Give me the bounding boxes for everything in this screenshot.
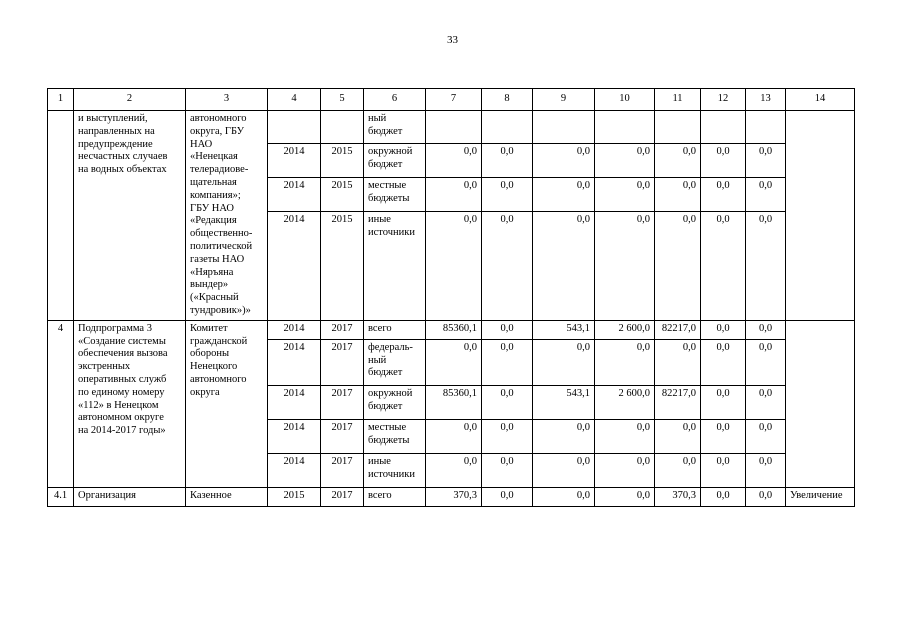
column-header: 6 [364, 89, 426, 111]
measure-name-cell: и выступлений, направленных на предупреждение несчастных случаев на водных объектах [74, 111, 186, 321]
table-row [48, 111, 855, 144]
value-cell: 0,0 [533, 453, 595, 487]
value-cell: 0,0 [595, 487, 655, 506]
funding-source-cell: иные источники [364, 453, 426, 487]
value-cell: 0,0 [655, 453, 701, 487]
table-row [48, 320, 855, 339]
budget-table [47, 88, 855, 507]
funding-source-cell: окружной бюджет [364, 385, 426, 419]
value-cell [533, 111, 595, 144]
column-header: 2 [74, 89, 186, 111]
start-year-cell: 2014 [268, 385, 321, 419]
value-cell: 0,0 [426, 144, 482, 178]
value-cell: 0,0 [746, 487, 786, 506]
column-header: 1 [48, 89, 74, 111]
value-cell: 85360,1 [426, 320, 482, 339]
value-cell: 0,0 [655, 212, 701, 320]
value-cell: 0,0 [426, 339, 482, 385]
value-cell: 0,0 [595, 453, 655, 487]
value-cell: 0,0 [595, 178, 655, 212]
value-cell: 0,0 [482, 453, 533, 487]
value-cell: 0,0 [746, 453, 786, 487]
start-year-cell: 2014 [268, 144, 321, 178]
value-cell: 0,0 [746, 385, 786, 419]
value-cell: 370,3 [655, 487, 701, 506]
value-cell: 2 600,0 [595, 320, 655, 339]
header-row [48, 89, 855, 111]
value-cell: 0,0 [746, 212, 786, 320]
end-year-cell: 2017 [321, 487, 364, 506]
value-cell: 82217,0 [655, 385, 701, 419]
value-cell: 0,0 [746, 419, 786, 453]
value-cell: 0,0 [533, 144, 595, 178]
end-year-cell: 2017 [321, 339, 364, 385]
value-cell: 543,1 [533, 385, 595, 419]
value-cell: 2 600,0 [595, 385, 655, 419]
value-cell: 0,0 [701, 320, 746, 339]
value-cell [655, 111, 701, 144]
column-header: 14 [786, 89, 855, 111]
value-cell: 0,0 [595, 339, 655, 385]
row-number-cell: 4 [48, 320, 74, 487]
column-header: 9 [533, 89, 595, 111]
funding-source-cell: местные бюджеты [364, 419, 426, 453]
value-cell: 0,0 [482, 339, 533, 385]
value-cell: 0,0 [655, 419, 701, 453]
value-cell: 0,0 [482, 419, 533, 453]
end-year-cell: 2017 [321, 453, 364, 487]
value-cell [426, 111, 482, 144]
column-header: 10 [595, 89, 655, 111]
start-year-cell [268, 111, 321, 144]
value-cell: 0,0 [533, 212, 595, 320]
value-cell: 0,0 [533, 339, 595, 385]
column-header: 5 [321, 89, 364, 111]
value-cell: 0,0 [655, 178, 701, 212]
column-header: 4 [268, 89, 321, 111]
value-cell: 543,1 [533, 320, 595, 339]
start-year-cell: 2014 [268, 339, 321, 385]
column-header: 12 [701, 89, 746, 111]
value-cell: 0,0 [746, 339, 786, 385]
funding-source-cell: окружной бюджет [364, 144, 426, 178]
value-cell: 0,0 [595, 419, 655, 453]
funding-source-cell: иные источники [364, 212, 426, 320]
value-cell [701, 111, 746, 144]
value-cell: 0,0 [701, 453, 746, 487]
end-year-cell: 2015 [321, 178, 364, 212]
result-cell: Увеличение [786, 487, 855, 506]
column-header: 11 [655, 89, 701, 111]
column-header: 3 [186, 89, 268, 111]
value-cell: 0,0 [655, 144, 701, 178]
result-cell [786, 111, 855, 321]
start-year-cell: 2014 [268, 178, 321, 212]
value-cell: 85360,1 [426, 385, 482, 419]
start-year-cell: 2014 [268, 453, 321, 487]
value-cell: 0,0 [533, 487, 595, 506]
value-cell: 0,0 [746, 144, 786, 178]
value-cell: 0,0 [701, 339, 746, 385]
value-cell: 0,0 [701, 385, 746, 419]
value-cell: 0,0 [701, 487, 746, 506]
value-cell: 0,0 [482, 212, 533, 320]
funding-source-cell: местные бюджеты [364, 178, 426, 212]
value-cell: 370,3 [426, 487, 482, 506]
funding-source-cell: всего [364, 487, 426, 506]
executor-cell: автономного округа, ГБУ НАО «Ненецкая телерадиове- щательная компания»; ГБУ НАО «Редакция общественно- политической газеты НАО «Няръяна вындер» («Красный тундровик»)» [186, 111, 268, 321]
column-header: 13 [746, 89, 786, 111]
end-year-cell: 2017 [321, 385, 364, 419]
start-year-cell: 2014 [268, 320, 321, 339]
value-cell: 0,0 [701, 178, 746, 212]
value-cell: 0,0 [595, 212, 655, 320]
end-year-cell: 2015 [321, 212, 364, 320]
funding-source-cell: всего [364, 320, 426, 339]
start-year-cell: 2015 [268, 487, 321, 506]
value-cell: 0,0 [482, 320, 533, 339]
row-number-cell [48, 111, 74, 321]
page-number: 33 [447, 34, 458, 46]
end-year-cell: 2017 [321, 419, 364, 453]
value-cell [746, 111, 786, 144]
value-cell: 0,0 [701, 144, 746, 178]
value-cell: 0,0 [482, 385, 533, 419]
value-cell: 0,0 [533, 178, 595, 212]
start-year-cell: 2014 [268, 419, 321, 453]
table-row [48, 487, 855, 506]
column-header: 7 [426, 89, 482, 111]
value-cell [595, 111, 655, 144]
end-year-cell [321, 111, 364, 144]
end-year-cell: 2015 [321, 144, 364, 178]
value-cell: 0,0 [482, 487, 533, 506]
measure-name-cell: Организация [74, 487, 186, 506]
start-year-cell: 2014 [268, 212, 321, 320]
value-cell: 0,0 [426, 178, 482, 212]
value-cell: 0,0 [655, 339, 701, 385]
value-cell: 0,0 [701, 212, 746, 320]
row-number-cell: 4.1 [48, 487, 74, 506]
funding-source-cell: ный бюджет [364, 111, 426, 144]
result-cell [786, 320, 855, 487]
value-cell: 0,0 [701, 419, 746, 453]
value-cell: 0,0 [746, 320, 786, 339]
value-cell [482, 111, 533, 144]
value-cell: 0,0 [426, 453, 482, 487]
value-cell: 0,0 [426, 419, 482, 453]
executor-cell: Комитет гражданской обороны Ненецкого автономного округа [186, 320, 268, 487]
measure-name-cell: Подпрограмма 3 «Создание системы обеспечения вызова экстренных оперативных служб по единому номеру «112» в Ненецком автономном округе на 2014-2017 годы» [74, 320, 186, 487]
value-cell: 0,0 [482, 144, 533, 178]
value-cell: 82217,0 [655, 320, 701, 339]
value-cell: 0,0 [595, 144, 655, 178]
executor-cell: Казенное [186, 487, 268, 506]
value-cell: 0,0 [426, 212, 482, 320]
value-cell: 0,0 [482, 178, 533, 212]
column-header: 8 [482, 89, 533, 111]
end-year-cell: 2017 [321, 320, 364, 339]
funding-source-cell: федераль- ный бюджет [364, 339, 426, 385]
value-cell: 0,0 [746, 178, 786, 212]
value-cell: 0,0 [533, 419, 595, 453]
